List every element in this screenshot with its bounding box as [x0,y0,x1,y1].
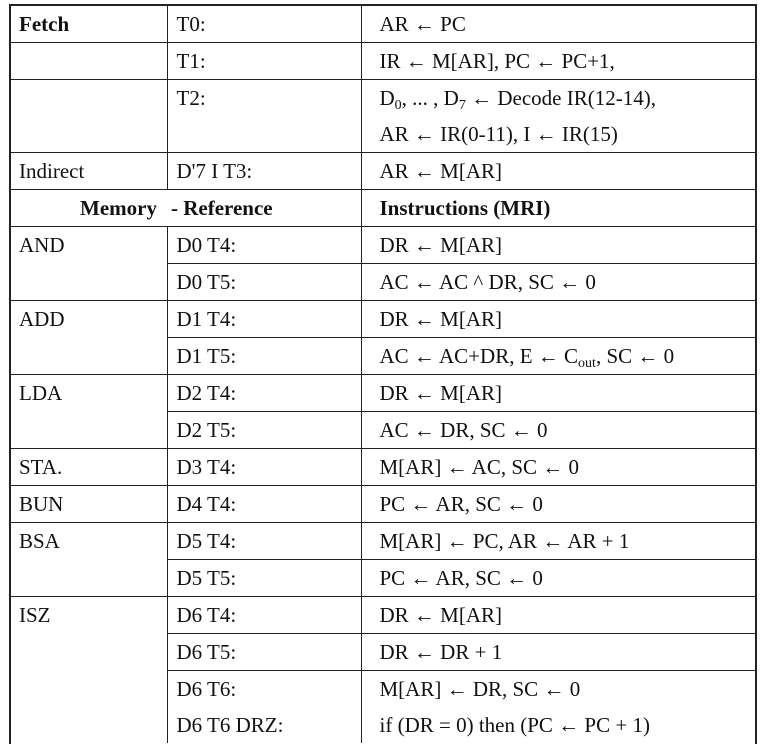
microoperation-cell: DR ← M[AR] [361,375,755,412]
table-row [11,449,755,486]
table-row [11,597,755,634]
section-label: STA. [11,449,167,486]
section-label [11,43,167,80]
section-label: ISZ [11,597,167,634]
microoperation-cell: M[AR] ← PC, AR ← AR + 1 [361,523,755,560]
section-label: BUN [11,486,167,523]
microoperation-line: $D_0$, ... , $D_7$ ← Decode IR(12-14), [379,86,656,113]
timing-cell: D5 T4: [167,523,361,560]
timing-cell: T2: [167,80,361,153]
timing-cell: D3 T4: [167,449,361,486]
section-label [11,264,167,301]
table-row [11,227,755,264]
timing-cell: D6 T6 DRZ: [167,707,361,743]
microoperation-table-container [9,4,757,744]
header-instructions: Instructions (MRI) [361,190,755,227]
section-label: LDA [11,375,167,412]
timing-cell: D2 T5: [167,412,361,449]
timing-cell: D5 T5: [167,560,361,597]
section-label [11,560,167,597]
table-row [11,560,755,597]
microoperation-cell: AR ← M[AR] [361,153,755,190]
timing-cell: D0 T4: [167,227,361,264]
table-row [11,301,755,338]
timing-cell: D4 T4: [167,486,361,523]
table-row [11,412,755,449]
table-row [11,43,755,80]
timing-cell: D1 T4: [167,301,361,338]
table-row [11,264,755,301]
timing-cell: D2 T4: [167,375,361,412]
microoperation-cell: AC ← AC+DR, E ← $C_{out}$, SC ← 0 [361,338,755,375]
section-label [11,671,167,708]
section-header-row [11,190,755,227]
table-row [11,523,755,560]
timing-cell: D6 T6: [167,671,361,708]
table-row [11,671,755,708]
section-label: AND [11,227,167,264]
section-label [11,80,167,153]
header-reference: - Reference [167,190,361,227]
timing-cell: D1 T5: [167,338,361,375]
table-row [11,486,755,523]
table-row [11,707,755,743]
timing-cell: D0 T5: [167,264,361,301]
table-row [11,6,755,43]
microoperation-line: AR ← IR(0-11), I ← IR(15) [379,122,618,146]
table-row [11,338,755,375]
microoperation-cell: if (DR = 0) then (PC ← PC + 1) [361,707,755,743]
section-label [11,634,167,671]
microoperation-cell: M[AR] ← AC, SC ← 0 [361,449,755,486]
timing-cell: D6 T5: [167,634,361,671]
microoperation-cell: DR ← M[AR] [361,227,755,264]
microoperation-cell: M[AR] ← DR, SC ← 0 [361,671,755,708]
section-label: BSA [11,523,167,560]
microoperation-cell: PC ← AR, SC ← 0 [361,486,755,523]
table-row [11,80,755,153]
section-label [11,338,167,375]
microoperation-cell: AC ← AC ^ DR, SC ← 0 [361,264,755,301]
microoperation-cell: DR ← DR + 1 [361,634,755,671]
microoperation-cell: PC ← AR, SC ← 0 [361,560,755,597]
section-label [11,707,167,743]
microoperation-cell: DR ← M[AR] [361,301,755,338]
section-label: ADD [11,301,167,338]
section-label: Fetch [11,6,167,43]
microoperation-cell: AR ← PC [361,6,755,43]
microoperation-table [11,6,755,743]
timing-cell: D'7 I T3: [167,153,361,190]
header-memory: Memory [11,190,167,227]
section-label: Indirect [11,153,167,190]
microoperation-cell: IR ← M[AR], PC ← PC+1, [361,43,755,80]
microoperation-cell: AC ← DR, SC ← 0 [361,412,755,449]
table-row [11,153,755,190]
timing-cell: T1: [167,43,361,80]
section-label [11,412,167,449]
microoperation-cell: DR ← M[AR] [361,597,755,634]
table-row [11,375,755,412]
microoperation-cell [361,80,755,153]
timing-cell: D6 T4: [167,597,361,634]
timing-cell: T0: [167,6,361,43]
table-row [11,634,755,671]
